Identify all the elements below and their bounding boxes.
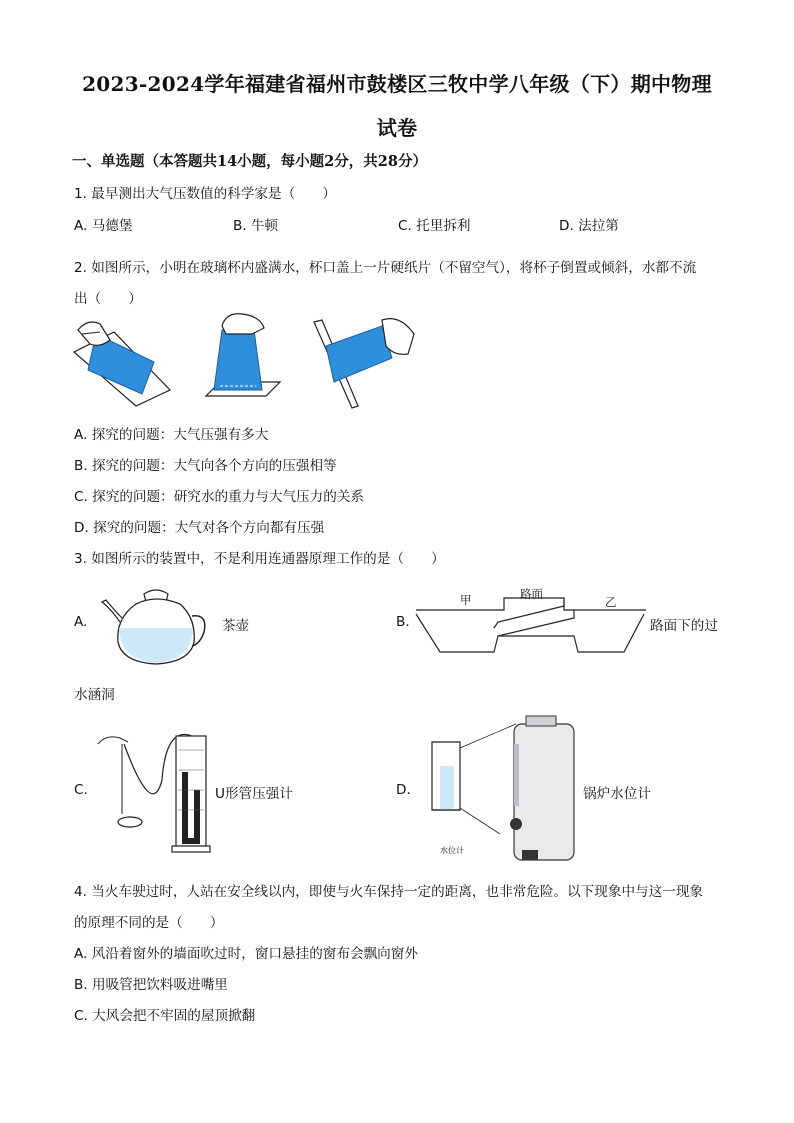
question-1-stem: 1. 最早测出大气压数值的科学家是（ ） — [74, 186, 336, 202]
q3-option-a-label: 茶壶 — [222, 618, 250, 634]
road-label-right: 乙 — [605, 595, 617, 609]
q1-option-a: A. 马德堡 — [74, 218, 133, 234]
q1-option-d: D. 法拉第 — [559, 218, 619, 234]
water-gauge-label: 水位计 — [440, 846, 464, 855]
q3-option-b-label: 路面下的过 — [650, 618, 718, 634]
q3-option-b-label-cont: 水涵洞 — [74, 687, 115, 703]
question-2-stem: 2. 如图所示，小明在玻璃杯内盛满水，杯口盖上一片硬纸片（不留空气），将杯子倒置或倾斜，水都不流 — [74, 260, 697, 276]
road-label-left: 甲 — [460, 593, 472, 607]
boiler-water-gauge-figure — [424, 714, 578, 866]
q1-option-b: B. 牛顿 — [233, 218, 279, 234]
q4-option-b: B. 用吸管把饮料吸进嘴里 — [74, 977, 228, 993]
tilted-cup-right-figure — [314, 319, 414, 408]
u-tube-manometer-figure — [92, 720, 216, 856]
q3-option-b-letter: B. — [396, 614, 410, 630]
q4-option-c: C. 大风会把不牢固的屋顶掀翻 — [74, 1008, 256, 1024]
q3-option-d-label: 锅炉水位计 — [583, 786, 651, 802]
question-2-stem-cont: 出（ ） — [74, 291, 142, 307]
teapot-figure — [100, 588, 210, 666]
q3-option-a-letter: A. — [74, 614, 88, 630]
q3-option-c-label: U形管压强计 — [215, 786, 293, 802]
q4-option-a: A. 风沿着窗外的墙面吹过时，窗口悬挂的窗布会飘向窗外 — [74, 946, 418, 962]
exam-title-cont: 试卷 — [376, 116, 418, 140]
q3-option-d-letter: D. — [396, 782, 411, 798]
inverted-cup-figures — [70, 312, 420, 412]
inverted-cup-middle-figure — [206, 314, 280, 396]
q2-option-d: D. 探究的问题：大气对各个方向都有压强 — [74, 520, 325, 536]
q2-option-b: B. 探究的问题：大气向各个方向的压强相等 — [74, 458, 337, 474]
q2-option-a: A. 探究的问题：大气压强有多大 — [74, 427, 269, 443]
q2-option-c: C. 探究的问题：研究水的重力与大气压力的关系 — [74, 489, 365, 505]
q1-option-c: C. 托里拆利 — [398, 218, 471, 234]
tilted-cup-left-figure — [74, 322, 170, 406]
q3-option-c-letter: C. — [74, 782, 88, 798]
exam-title: 2023-2024学年福建省福州市鼓楼区三牧中学八年级（下）期中物理 — [82, 72, 712, 96]
question-4-stem-cont: 的原理不同的是（ ） — [74, 915, 224, 931]
question-3-stem: 3. 如图所示的装置中，不是利用连通器原理工作的是（ ） — [74, 551, 445, 567]
road-label-middle: 路面 — [520, 587, 543, 601]
section-heading: 一、单选题（本答题共14小题，每小题2分，共28分） — [72, 153, 427, 170]
question-4-stem: 4. 当火车驶过时，人站在安全线以内，即使与火车保持一定的距离，也非常危险。以下现象中与这一现象 — [74, 884, 704, 900]
